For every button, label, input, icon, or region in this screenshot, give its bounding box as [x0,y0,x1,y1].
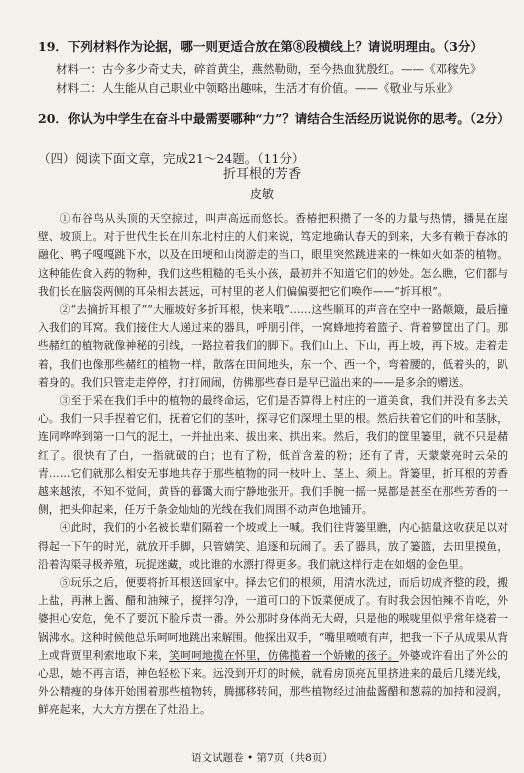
paragraph-5-part-a: ⑤玩乐之后，便要将折耳根送回家中。择去它们的根须，用清水洗过，而后切成齐整的段，搬上盐，再淋上酱、醋和油辣子，搅拌匀净，一道可口的下饭菜便成了。有时我会因怕辣不肯吃，外婆担心安危，免不了要沉下脸斥责一番。外公那时身体尚无大碍，只是他的喉咙里似乎常年烧着一锅沸水。这种时候他总乐呵呵地跳出来解围。他探出双手，“嘴里喷喷有声，把我一下子从成果从背上或背贾里利索地取下来， [38,576,508,662]
paragraph-5-part-b: 外婆或许看出了外公的心思，她不再言语，神色轻松下来。远没到开灯的时候，就看房顶亮瓦里挤进来的最后几缕光线，外公精瘦的身体开始围着那些植物转，腾挪移转间，那些植物经过油盐酱醋和葱蒜的加持和浸润，鲜亮起来，大大方方摆在了灶沿上。 [38,648,509,717]
material-1: 材料一：古今多少奇丈夫，碎首黄尘，燕然勒勋，至今热血犹殷红。——《邓稼先》 [56,62,482,76]
article-body [38,210,508,720]
section-heading: （四）阅读下面文章，完成21～24题。（11分） [38,151,305,166]
material-2: 材料二：人生能从自己职业中领略出趣味，生活才有价值。——《敬业与乐业》 [56,81,459,95]
paragraph-4: ④此时，我们的小名被长辈们隔着一个坡或上一喊。我们往背篓里瞧，内心掂量这收获足以对得起一下午的时光，就放开手脚，只管婧笑、追逐和玩闹了。丢了器具，放了篓篮，去田里摸鱼，沿着沟渠寻极养殖，玩捉迷藏，或比谁的水漂打得更多。我们就这样行走在如烟的金色里。 [38,521,508,571]
question-20: 20．你认为中学生在奋斗中最需要哪种“力”？请结合生活经历说说你的思考。（2分） [38,111,510,126]
paragraph-1: ①布谷鸟从头顶的天空掠过，叫声高远而悠长。香椿把积攒了一冬的力量与热情，播晃在崖壁、坡顶上。对于世代生长在川东北村庄的人们来说，笃定地确认春天的到来，大多有赖于春冰的融化、鸭子嘎嘎跳下水，以及在田埂和山岗游走的当口，眼里突然跳进来的一株如火如荼的植物。这种能佐食入药的物种，我们这些粗糙的毛头小孩，最初并不知道它们的妙处。怎么瞧，它们都与我们长在脑袋两侧的耳朵相去甚远，可村里的老人们偏偏要把它们唤作——“折耳根”。 [38,212,508,298]
paragraph-3: ③至于采在我们手中的植物的最终命运，它们是否算得上村庄的一道美食，我们并没有多去关心。我们一只手捏着它们，抚着它们的茎叶，探寻它们深埋土里的根。然后扶着它们的叶和茎脉，连同哗哗到第一口气的泥土，一并扯出来、拔出来、拱出来。然后，我们的筐里篓里，就不只是赭红了。很快有了白，一指就破的白；也有了粉，低首含羞的粉；还有了青，天蒙蒙亮时云朵的青……它们就那么相安无事地共存于那些植物的同一枝叶上、茎上、须上。背篓里，折耳根的芳香越来越浓，不知不觉间，黄昏的暮霭大而宁静地张开。我们手腕一摇一晃都是甚至在那些芳香的一侧，把头仰起来，任万千条金灿灿的光线在我们周围不动声色地铺开。 [38,394,508,517]
question-19: 19．下列材料作为论据，哪一则更适合放在第⑧段横线上？请说明理由。（3分） [38,39,483,54]
article-title: 折耳根的芳香 [222,167,301,182]
article-author: 皮敏 [249,187,274,201]
underlined-sentence: 笑呵呵地揽在怀里，仿佛揽着一个娇嫩的孩子。 [169,648,399,662]
page-footer: 语文试题卷 • 第7页（共8页） [191,752,333,764]
paragraph-2: ②“去摘折耳根了”“大雁坡好多折耳根，快来哦”……这些顺耳的声音在空中一路颠簸，最后撞入我们的耳窝。我们接住大人递过来的器具，呼朋引伴，一窝蜂地挎着篮子、背着箩筐出了门。那些赭红的植物就像神秘的引线，一路拉着我们的脚下。我们山上、下山，再上坡，再下坡。走着走着，我们也像那些赭红的植物一样，散落在田间地头，东一个、西一个，弯着腰的，低着头的，趴着身的。我们只管走走停停，打打闹闹，仿佛那些春日是早已溢出来的——是多余的赠送。 [38,303,508,389]
paragraph-5 [38,574,508,720]
